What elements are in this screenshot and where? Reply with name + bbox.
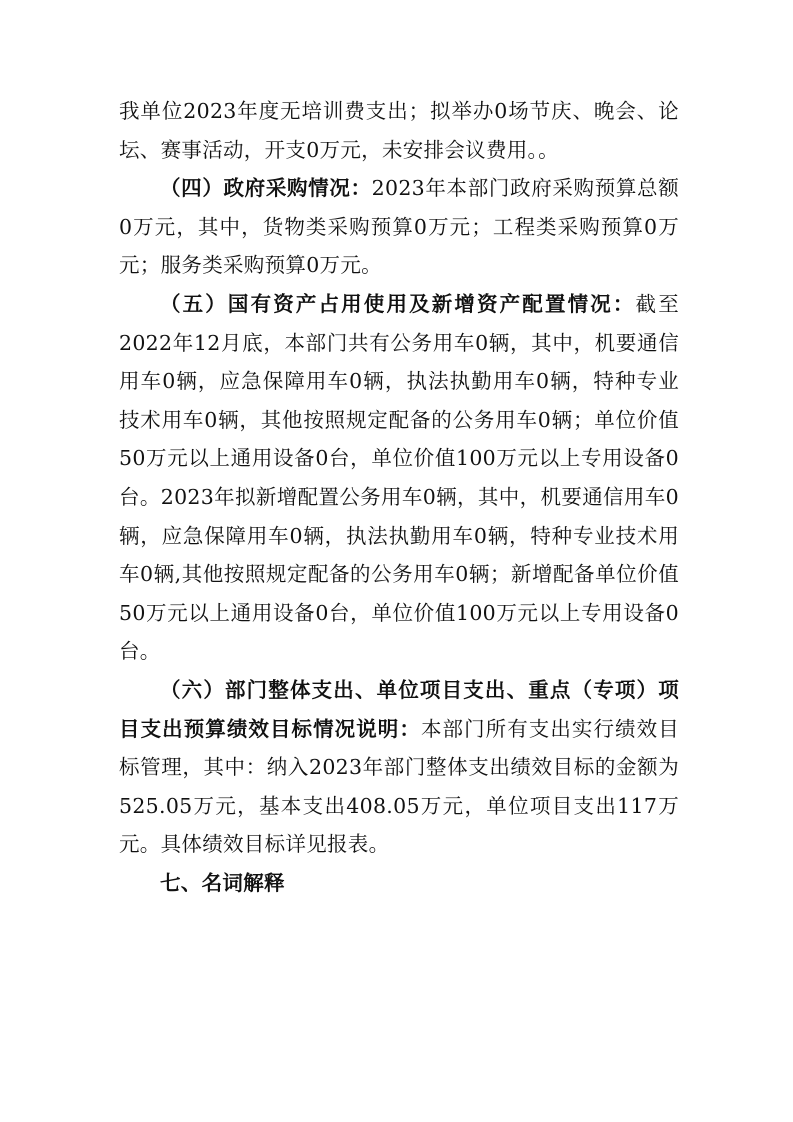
section-title-performance: （六）部门整体支出、单位项目支出、重点（专项）项目支出预算绩效目标情况说明： bbox=[119, 677, 679, 741]
paragraph-performance-targets bbox=[119, 671, 679, 864]
paragraph-state-assets bbox=[119, 285, 679, 671]
paragraph-text: 我单位2023年度无培训费支出；拟举办0场节庆、晚会、论坛、赛事活动，开支0万元，未安排会议费用。。 bbox=[119, 99, 679, 162]
paragraph-text: 本部门所有支出实行绩效目标管理，其中：纳入2023年部门整体支出绩效目标的金额为525.05万元，基本支出408.05万元，单位项目支出117万元。具体绩效目标详见报表。 bbox=[119, 716, 679, 857]
document-body bbox=[119, 92, 679, 902]
paragraph-government-procurement bbox=[119, 169, 679, 285]
paragraph-text: 截至2022年12月底，本部门共有公务用车0辆，其中，机要通信用车0辆，应急保障用车0辆，执法执勤用车0辆，特种专业技术用车0辆，其他按照规定配备的公务用车0辆；单位价值50万元以上通用设备0台，单位价值100万元以上专用设备0台。2023年拟新增配置公务用车0辆，其中，机要通信用车0辆，应急保障用车0辆，执法执勤用车0辆，特种专业技术用车0辆,其他按照规定配备的公务用车0辆；新增配备单位价值50万元以上通用设备0台，单位价值100万元以上专用设备0台。 bbox=[119, 291, 679, 664]
section-title-procurement: （四）政府采购情况： bbox=[160, 176, 372, 201]
section-title-assets: （五）国有资产占用使用及新增资产配置情况： bbox=[160, 291, 636, 316]
section-heading-glossary: 七、名词解释 bbox=[160, 870, 285, 895]
paragraph-text: 2023年本部门政府采购预算总额0万元，其中，货物类采购预算0万元；工程类采购预算0万元；服务类采购预算0万元。 bbox=[119, 176, 679, 278]
paragraph-training-meeting bbox=[119, 92, 679, 169]
